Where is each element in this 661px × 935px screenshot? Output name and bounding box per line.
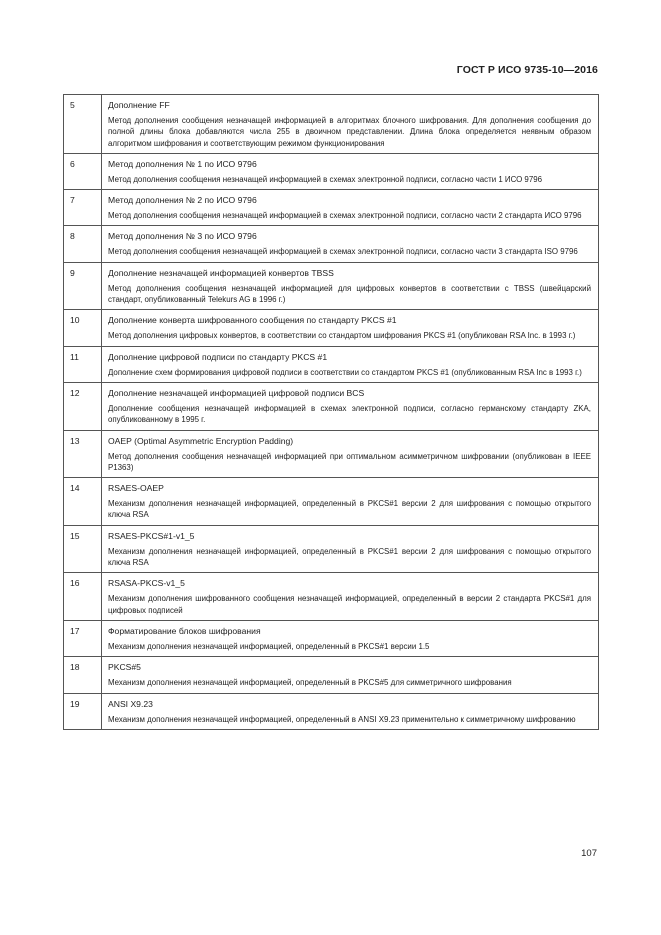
table-row [64, 226, 599, 262]
row-number: 18 [64, 657, 102, 693]
method-description: Метод дополнения сообщения незначащей информацией в схемах электронной подписи, согласно части 1 ИСО 9796 [108, 174, 542, 184]
row-number: 12 [64, 382, 102, 430]
method-description: Метод дополнения сообщения незначащей информацией в схемах электронной подписи, согласно части 3 стандарта ISO 9796 [108, 247, 578, 257]
table-row [64, 525, 599, 573]
method-description: Механизм дополнения незначащей информацией, определенный в PKCS#1 версии 2 для шифрования с помощью открытого ключа RSA [108, 499, 591, 520]
table-row [64, 153, 599, 189]
table-body [64, 95, 599, 730]
row-content [102, 95, 599, 154]
row-content [102, 153, 599, 189]
method-title: Дополнение цифровой подписи по стандарту PKCS #1 [108, 351, 328, 362]
method-title: RSAES-PKCS#1-v1_5 [108, 530, 195, 541]
row-content [102, 310, 599, 346]
table-row [64, 693, 599, 729]
row-content [102, 226, 599, 262]
method-title: Метод дополнения № 1 по ИСО 9796 [108, 158, 257, 169]
table-row [64, 190, 599, 226]
method-description: Метод дополнения сообщения незначащей информацией для цифровых конвертов в соответствии с TBSS (швейцарский стандарт, опубликованный Telekurs AG в 1996 г.) [108, 283, 591, 305]
method-title: Дополнение конверта шифрованного сообщения по стандарту PKCS #1 [108, 315, 397, 326]
method-description: Метод дополнения сообщения незначащей информацией в схемах электронной подписи, согласно части 2 стандарта ИСО 9796 [108, 211, 582, 221]
method-description: Метод дополнения цифровых конвертов, в соответствии со стандартом шифрования PKCS #1 (опубликован RSA Inc. в 1993 г.) [108, 331, 576, 341]
document-code: ГОСТ Р ИСО 9735-10—2016 [456, 64, 598, 76]
table-row [64, 310, 599, 346]
method-title: Дополнение FF [108, 100, 170, 110]
method-title: OAEP (Optimal Asymmetric Encryption Padding) [108, 435, 294, 446]
table-row [64, 620, 599, 656]
row-number: 9 [64, 262, 102, 310]
row-content [102, 478, 599, 526]
row-number: 17 [64, 620, 102, 656]
padding-methods-table [63, 94, 599, 730]
row-content [102, 620, 599, 656]
method-title: ANSI X9.23 [108, 698, 153, 709]
row-content [102, 693, 599, 729]
method-description: Механизм дополнения незначащей информацией, определенный в PKCS#1 версии 1.5 [108, 641, 430, 651]
row-content [102, 430, 599, 478]
method-title: PKCS#5 [108, 662, 141, 673]
method-description: Дополнение сообщения незначащей информацией в схемах электронной подписи, согласно германскому стандарту ZKA, опубликованному в 1995 г. [108, 403, 591, 425]
row-number: 14 [64, 478, 102, 526]
table-row [64, 573, 599, 621]
table-row [64, 478, 599, 526]
method-description: Механизм дополнения шифрованного сообщения незначащей информацией, определенный в версии 2 стандарта PKCS#1 для цифровых подписей [108, 594, 591, 615]
row-content [102, 190, 599, 226]
row-number: 7 [64, 190, 102, 226]
row-content [102, 573, 599, 621]
method-description: Механизм дополнения незначащей информацией, определенный в ANSI X9.23 применительно к симметричному шифрованию [108, 714, 576, 724]
method-title: Форматирование блоков шифрования [108, 625, 261, 636]
method-title: Дополнение незначащей информацией конвертов TBSS [108, 267, 334, 278]
row-number: 8 [64, 226, 102, 262]
row-number: 11 [64, 346, 102, 382]
method-description: Дополнение схем формирования цифровой подписи в соответствии со стандартом PKCS #1 (опубликованным RSA Inc в 1993 г.) [108, 367, 582, 377]
row-content [102, 525, 599, 573]
method-description: Метод дополнения сообщения незначащей информацией при оптимальном асимметричном шифровании (опубликован в IEEE P1363) [108, 451, 591, 472]
row-content [102, 657, 599, 693]
method-title: RSAES-OAEP [108, 483, 164, 494]
row-number: 10 [64, 310, 102, 346]
row-number: 15 [64, 525, 102, 573]
method-description: Механизм дополнения незначащей информацией, определенный в PKCS#1 версии 2 для шифрования с помощью открытого ключа RSA [108, 546, 591, 568]
table-row [64, 382, 599, 430]
method-title: Дополнение незначащей информацией цифровой подписи BCS [108, 387, 365, 398]
method-description: Механизм дополнения незначащей информацией, определенный в PKCS#5 для симметричного шифрования [108, 678, 512, 688]
method-title: RSASA-PKCS-v1_5 [108, 578, 185, 589]
row-number: 19 [64, 693, 102, 729]
table-row [64, 262, 599, 310]
table-row [64, 430, 599, 478]
table-row [64, 346, 599, 382]
table-row [64, 657, 599, 693]
method-title: Метод дополнения № 2 по ИСО 9796 [108, 195, 257, 206]
row-content [102, 382, 599, 430]
table-row [64, 95, 599, 154]
row-number: 16 [64, 573, 102, 621]
method-description: Метод дополнения сообщения незначащей информацией в алгоритмах блочного шифрования. Для дополнения сообщения до полной длины блока добавляются числа 255 в двоичном представлении. Длина блока определяется неявным образом алгоритмом шифрования и соответствующим режимом функционирования [108, 116, 591, 148]
page-number: 107 [581, 848, 597, 859]
row-number: 5 [64, 95, 102, 154]
row-content [102, 262, 599, 310]
method-title: Метод дополнения № 3 по ИСО 9796 [108, 231, 257, 242]
row-number: 13 [64, 430, 102, 478]
row-number: 6 [64, 153, 102, 189]
row-content [102, 346, 599, 382]
